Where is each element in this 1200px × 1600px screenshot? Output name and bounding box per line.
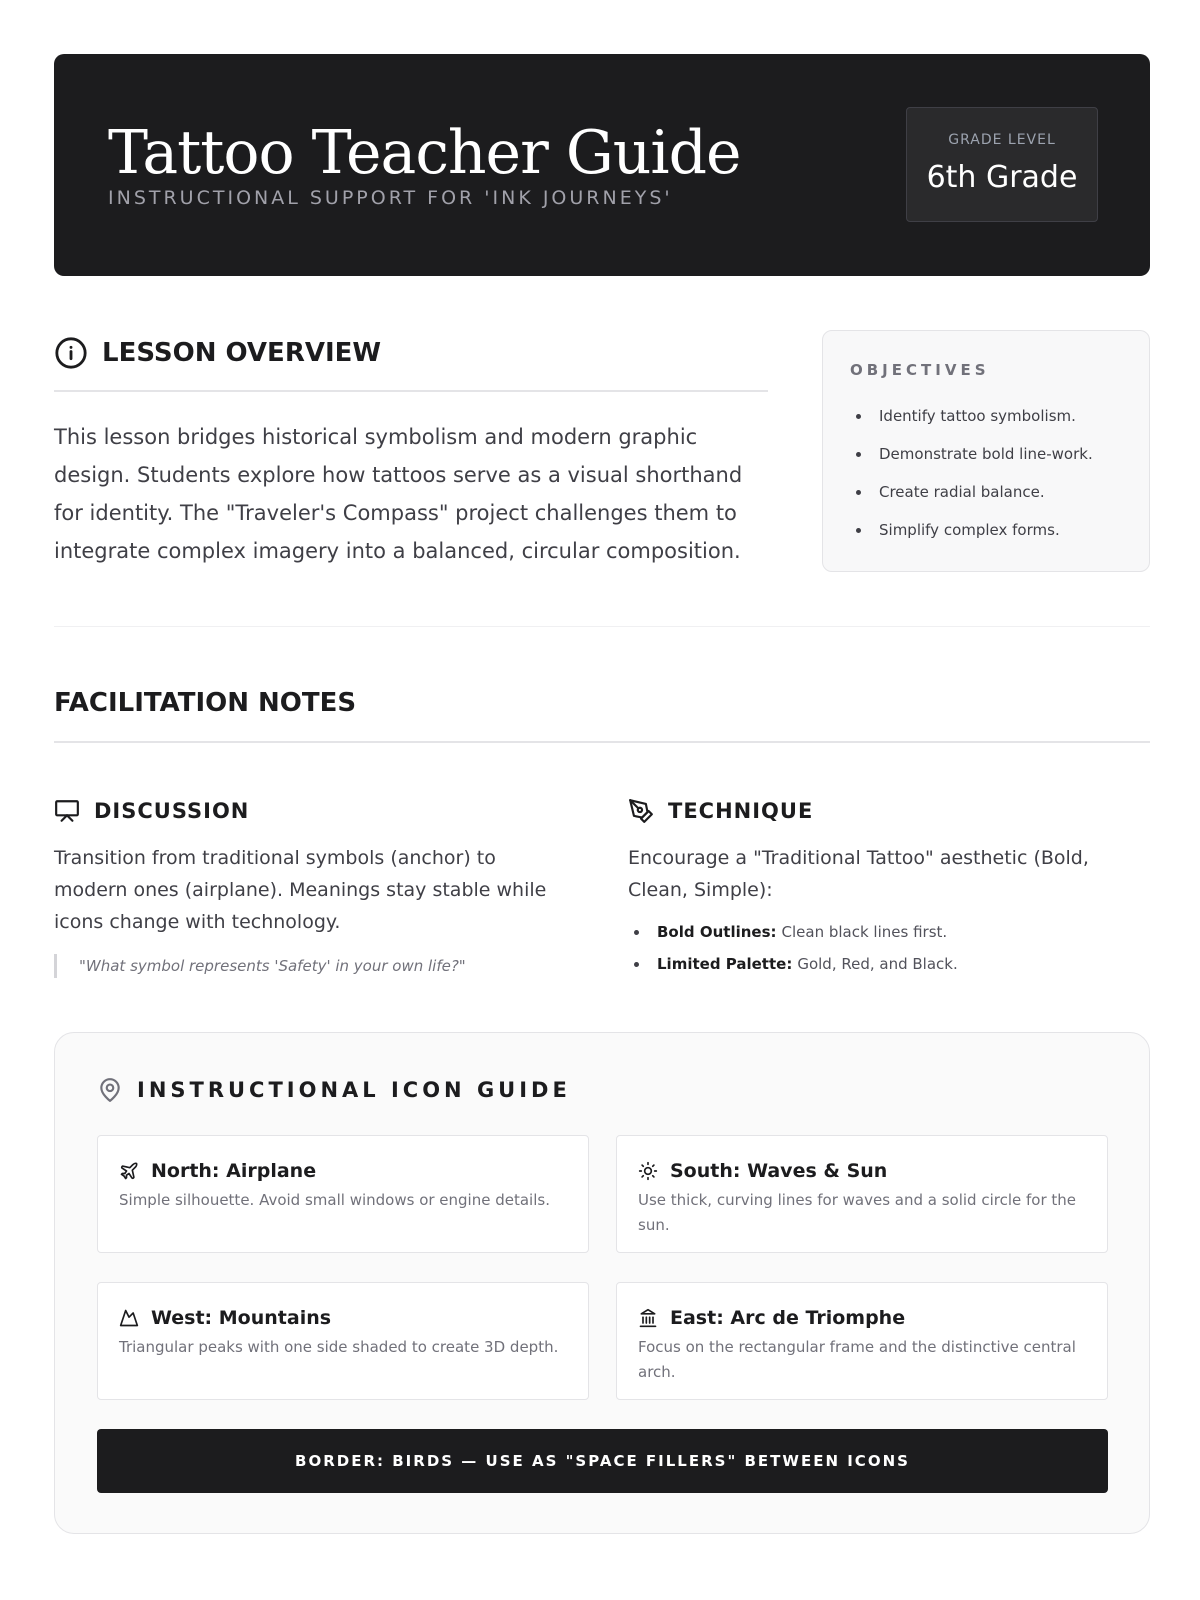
plane-icon (119, 1161, 139, 1181)
grade-level-box (906, 107, 1098, 222)
grade-level-label: GRADE LEVEL (948, 132, 1056, 148)
info-icon (54, 336, 88, 370)
technique-text: Gold, Red, and Black. (797, 955, 958, 973)
lesson-overview-title: LESSON OVERVIEW (102, 338, 382, 368)
technique-term: Limited Palette: (657, 955, 793, 973)
lesson-overview-body: This lesson bridges historical symbolism and modern graphic design. Students explore how tattoos serve as a visual shorthand for identity. The "Traveler's Compass" project challenges them to integrate complex imagery into a balanced, circular composition. (54, 425, 743, 563)
card-title-row (638, 1307, 905, 1329)
list-item: Simplify complex forms. (850, 511, 1093, 549)
list-item (628, 916, 958, 948)
icon-guide-title: INSTRUCTIONAL ICON GUIDE (137, 1078, 571, 1102)
objectives-list (850, 397, 1093, 549)
map-pin-icon (97, 1077, 123, 1103)
card-title: North: Airplane (151, 1160, 317, 1182)
list-item: Identify tattoo symbolism. (850, 397, 1093, 435)
landmark-icon (638, 1308, 658, 1328)
facilitation-notes-heading: FACILITATION NOTES (54, 688, 357, 718)
list-item: Create radial balance. (850, 473, 1093, 511)
pen-tool-icon (628, 798, 654, 824)
technique-body: Encourage a "Traditional Tattoo" aesthetic (Bold, Clean, Simple): (628, 847, 1089, 901)
mountain-icon (119, 1308, 139, 1328)
page-title: Tattoo Teacher Guide (108, 118, 741, 188)
discussion-body: Transition from traditional symbols (anchor) to modern ones (airplane). Meanings stay stable while icons change with technology. (54, 847, 547, 933)
technique-text: Clean black lines first. (781, 923, 948, 941)
list-item: Demonstrate bold line-work. (850, 435, 1093, 473)
card-title: South: Waves & Sun (670, 1160, 888, 1182)
objectives-box (822, 330, 1150, 572)
card-description: Use thick, curving lines for waves and a solid circle for the sun. (638, 1191, 1077, 1234)
card-title: East: Arc de Triomphe (670, 1307, 906, 1329)
icon-card-south (616, 1135, 1108, 1253)
technique-list (628, 916, 958, 980)
card-title-row (638, 1160, 887, 1182)
presentation-icon (54, 798, 80, 824)
discussion-heading (54, 798, 249, 824)
section-rule (54, 390, 768, 392)
section-divider (54, 626, 1150, 627)
discussion-quote: "What symbol represents 'Safety' in your own life?" (54, 954, 466, 978)
technique-heading (628, 798, 813, 824)
list-item (628, 948, 958, 980)
sun-icon (638, 1161, 658, 1181)
objectives-label: OBJECTIVES (850, 361, 990, 379)
technique-term: Bold Outlines: (657, 923, 777, 941)
icon-card-north (97, 1135, 589, 1253)
header-banner (54, 54, 1150, 276)
icon-guide-heading (97, 1077, 571, 1103)
technique-title: TECHNIQUE (668, 799, 814, 823)
grade-level-value: 6th Grade (926, 160, 1078, 195)
icon-guide-panel (54, 1032, 1150, 1534)
card-description: Simple silhouette. Avoid small windows or engine details. (119, 1191, 550, 1209)
card-description: Focus on the rectangular frame and the distinctive central arch. (638, 1338, 1076, 1381)
card-description: Triangular peaks with one side shaded to create 3D depth. (119, 1338, 559, 1356)
icon-card-west (97, 1282, 589, 1400)
card-title-row (119, 1160, 316, 1182)
card-title: West: Mountains (151, 1307, 332, 1329)
discussion-title: DISCUSSION (94, 799, 250, 823)
border-birds-banner: BORDER: BIRDS — USE AS "SPACE FILLERS" BETWEEN ICONS (97, 1429, 1108, 1493)
page-subtitle: INSTRUCTIONAL SUPPORT FOR 'INK JOURNEYS' (108, 187, 673, 209)
card-title-row (119, 1307, 331, 1329)
icon-card-east (616, 1282, 1108, 1400)
lesson-overview-heading (54, 336, 381, 370)
section-rule (54, 741, 1150, 743)
